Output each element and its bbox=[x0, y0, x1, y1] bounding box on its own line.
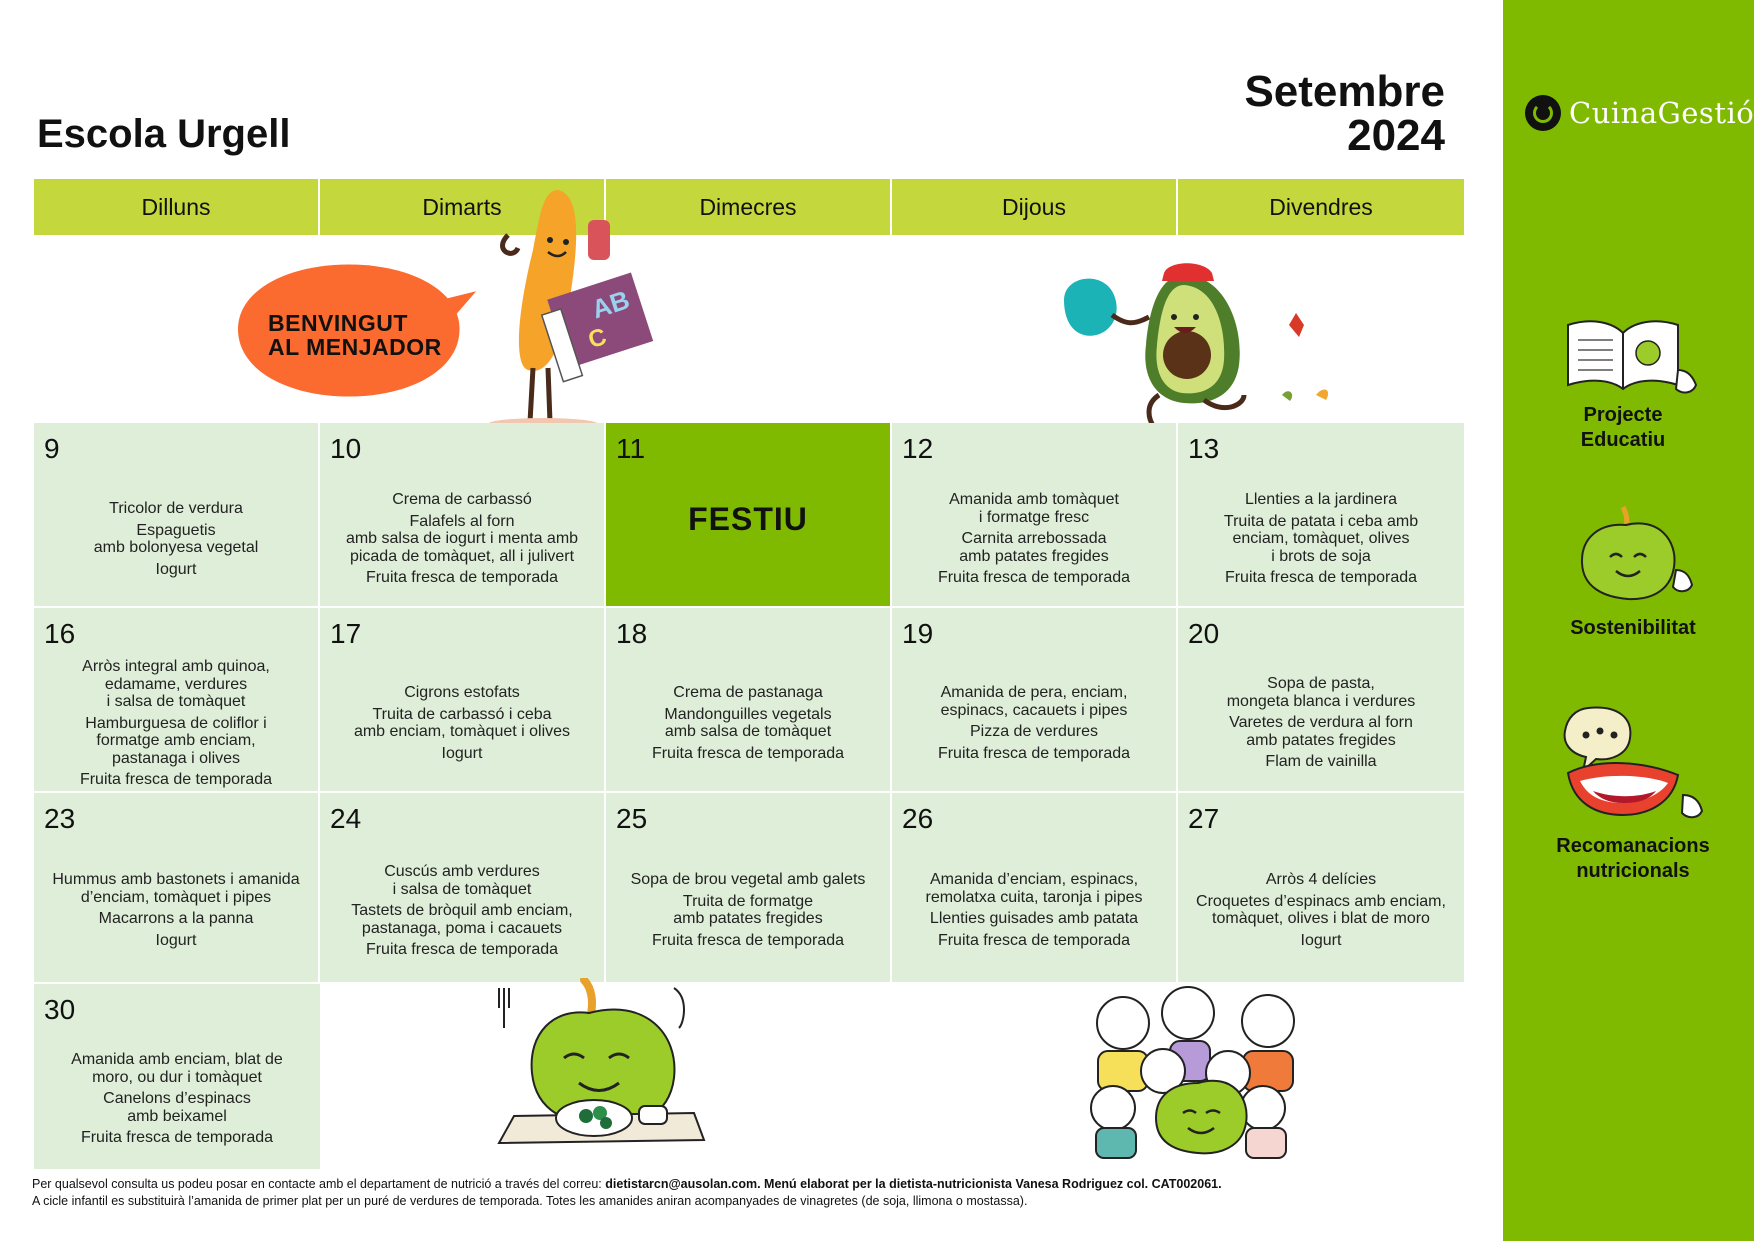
day-cell bbox=[1178, 608, 1464, 791]
welcome-line-2: AL MENJADOR bbox=[268, 334, 442, 360]
day-number: 20 bbox=[1188, 618, 1220, 649]
day-cell bbox=[320, 608, 604, 791]
weekday-header: Dimecres bbox=[606, 179, 890, 235]
day-cell bbox=[34, 984, 320, 1169]
logo-text: CuinaGestió bbox=[1569, 96, 1754, 130]
cuinagestio-logo bbox=[1525, 95, 1754, 131]
dish-second: Varetes de verdura al forn amb patates fregides bbox=[1229, 714, 1413, 749]
day-menu bbox=[896, 491, 1172, 591]
dish-first: Sopa de brou vegetal amb galets bbox=[630, 871, 866, 888]
day-cell bbox=[1178, 793, 1464, 982]
label-line: Educatiu bbox=[1580, 429, 1666, 451]
dish-second: Mandonguilles vegetals amb salsa de tomàquet bbox=[664, 705, 832, 740]
dish-dessert: Fruita fresca de temporada bbox=[79, 771, 273, 788]
footer-infant-note: A cicle infantil es substituirà l’amanida de primer plat per un puré de verdures de temporada. Totes les amanides aniran acompanyades de vinagretes (de soja, llimona o mostassa). bbox=[32, 1194, 1028, 1208]
day-menu bbox=[324, 491, 600, 591]
day-menu bbox=[38, 500, 314, 582]
speech-mouth-icon bbox=[1558, 703, 1708, 828]
dish-first: Cuscús amb verdures i salsa de tomàquet bbox=[384, 863, 540, 898]
footer-dietitian-credit: . Menú elaborat per la dietista-nutricionista Vanesa Rodriguez col. CAT002061. bbox=[757, 1177, 1222, 1191]
sidebar-item-sostenibilitat[interactable] bbox=[1533, 505, 1733, 641]
dish-dessert: Fruita fresca de temporada bbox=[1224, 569, 1418, 586]
dish-first: Hummus amb bastonets i amanida d’enciam, tomàquet i pipes bbox=[52, 871, 300, 906]
dish-second: Canelons d’espinacs amb beixamel bbox=[103, 1090, 251, 1125]
day-menu bbox=[38, 1051, 316, 1151]
day-number: 16 bbox=[44, 618, 76, 649]
sidebar-item-projecte-educatiu[interactable] bbox=[1523, 315, 1723, 453]
label-line: Recomanacions bbox=[1556, 835, 1710, 857]
dish-dessert: Iogurt bbox=[1300, 931, 1342, 949]
label-line: nutricionals bbox=[1576, 860, 1690, 882]
day-number: 11 bbox=[616, 433, 646, 464]
weekday-header-row bbox=[34, 179, 1464, 235]
footer-notes bbox=[32, 1176, 1222, 1210]
logo-mark-icon bbox=[1525, 95, 1561, 131]
day-number: 26 bbox=[902, 803, 934, 834]
open-book-icon bbox=[1548, 315, 1698, 397]
day-number: 13 bbox=[1188, 433, 1220, 464]
weekday-header: Dijous bbox=[892, 179, 1176, 235]
month-name: Setembre bbox=[1244, 67, 1445, 116]
day-number: 9 bbox=[44, 433, 60, 464]
week-row bbox=[34, 608, 1464, 791]
sidebar-item-label bbox=[1523, 403, 1723, 453]
day-cell bbox=[1178, 423, 1464, 606]
dish-second: Carnita arrebossada amb patates fregides bbox=[959, 530, 1109, 565]
dish-dessert: Fruita fresca de temporada bbox=[937, 569, 1131, 586]
footer-contact-text: Per qualsevol consulta us podeu posar en contacte amb el departament de nutrició a través del correu: bbox=[32, 1177, 606, 1191]
dish-second: Croquetes d’espinacs amb enciam, tomàquet, olives i blat de moro bbox=[1196, 892, 1446, 927]
dish-second: Truita de carbassó i ceba amb enciam, tomàquet i olives bbox=[353, 705, 571, 740]
baguette-character-illustration bbox=[488, 190, 658, 430]
week-row bbox=[34, 984, 320, 1169]
dish-dessert: Iogurt bbox=[155, 560, 197, 578]
dish-second: Truita de formatge amb patates fregides bbox=[673, 892, 823, 927]
dish-second: Tastets de bròquil amb enciam, pastanaga, poma i cacauets bbox=[351, 902, 573, 937]
dish-dessert: Fruita fresca de temporada bbox=[365, 569, 559, 586]
dish-dessert: Fruita fresca de temporada bbox=[651, 744, 845, 762]
welcome-banner bbox=[268, 311, 442, 359]
day-number: 25 bbox=[616, 803, 648, 834]
dish-dessert: Flam de vainilla bbox=[1265, 753, 1377, 770]
sidebar-item-label bbox=[1533, 616, 1733, 641]
day-cell bbox=[606, 608, 890, 791]
day-number: 12 bbox=[902, 433, 934, 464]
children-group-illustration bbox=[1078, 983, 1323, 1173]
dish-first: Amanida amb tomàquet i formatge fresc bbox=[949, 491, 1119, 526]
school-name: Escola Urgell bbox=[37, 112, 291, 156]
day-menu bbox=[1182, 675, 1460, 775]
dish-dessert: Iogurt bbox=[441, 744, 483, 762]
sidebar-item-recomanacions-nutricionals[interactable] bbox=[1533, 703, 1733, 884]
dish-first: Amanida amb enciam, blat de moro, ou dur i tomàquet bbox=[71, 1051, 283, 1086]
day-cell bbox=[320, 793, 604, 982]
dish-dessert: Fruita fresca de temporada bbox=[937, 931, 1131, 949]
day-number: 10 bbox=[330, 433, 362, 464]
holiday-label: FESTIU bbox=[688, 501, 808, 537]
label-line: Sostenibilitat bbox=[1570, 617, 1696, 639]
dish-first: Crema de carbassó bbox=[392, 491, 532, 508]
dish-second: Hamburguesa de coliflor i formatge amb enciam, pastanaga i olives bbox=[85, 714, 267, 767]
day-number: 30 bbox=[44, 994, 76, 1025]
month-year-title bbox=[1244, 67, 1445, 160]
dish-second: Pizza de verdures bbox=[969, 723, 1099, 740]
welcome-line-1: BENVINGUT bbox=[268, 310, 408, 336]
footer-contact-line bbox=[32, 1176, 1222, 1193]
dish-first: Crema de pastanaga bbox=[673, 684, 823, 701]
day-menu bbox=[38, 871, 314, 953]
dish-dessert: Fruita fresca de temporada bbox=[937, 744, 1131, 762]
day-number: 27 bbox=[1188, 803, 1220, 834]
day-number: 23 bbox=[44, 803, 76, 834]
day-menu bbox=[610, 871, 886, 953]
day-cell bbox=[892, 423, 1176, 606]
dish-first: Arròs 4 delícies bbox=[1265, 871, 1377, 888]
weekday-header: Dilluns bbox=[34, 179, 318, 235]
day-menu bbox=[896, 684, 1172, 766]
week-row bbox=[34, 793, 1464, 982]
dish-dessert: Fruita fresca de temporada bbox=[651, 931, 845, 949]
svg-text:C: C bbox=[584, 323, 610, 355]
weekday-header: Dimarts bbox=[320, 179, 604, 235]
day-number: 17 bbox=[330, 618, 362, 649]
apple-eating-illustration bbox=[494, 978, 714, 1163]
day-cell bbox=[892, 793, 1176, 982]
day-menu bbox=[324, 684, 600, 766]
day-menu bbox=[896, 871, 1172, 953]
day-cell bbox=[34, 793, 318, 982]
dish-first: Arròs integral amb quinoa, edamame, verdures i salsa de tomàquet bbox=[82, 658, 270, 710]
dish-first: Sopa de pasta, mongeta blanca i verdures bbox=[1226, 675, 1416, 710]
dish-first: Cigrons estofats bbox=[404, 684, 520, 701]
day-menu bbox=[324, 863, 600, 963]
svg-text:AB: AB bbox=[588, 284, 634, 325]
dish-first: Amanida d’enciam, espinacs, remolatxa cuita, taronja i pipes bbox=[925, 871, 1143, 906]
day-cell bbox=[34, 608, 318, 791]
brand-sidebar bbox=[1503, 0, 1754, 1241]
holiday-cell bbox=[606, 423, 890, 606]
dish-second: Truita de patata i ceba amb enciam, tomàquet, olives i brots de soja bbox=[1223, 512, 1419, 565]
dish-second: Llenties guisades amb patata bbox=[929, 910, 1139, 927]
day-cell bbox=[34, 423, 318, 606]
day-cell bbox=[892, 608, 1176, 791]
dish-first: Amanida de pera, enciam, espinacs, cacauets i pipes bbox=[940, 684, 1128, 719]
dish-dessert: Fruita fresca de temporada bbox=[365, 941, 559, 958]
year: 2024 bbox=[1347, 111, 1445, 160]
week-row bbox=[34, 423, 1464, 606]
menu-calendar bbox=[34, 179, 1464, 235]
dish-dessert: Fruita fresca de temporada bbox=[80, 1129, 274, 1146]
dish-dessert: Iogurt bbox=[155, 931, 197, 949]
day-number: 24 bbox=[330, 803, 362, 834]
apple-character-icon bbox=[1568, 505, 1698, 610]
dish-first: Llenties a la jardinera bbox=[1244, 491, 1398, 508]
dish-second: Espaguetis amb bolonyesa vegetal bbox=[93, 521, 259, 556]
day-menu bbox=[38, 658, 314, 793]
day-menu bbox=[1182, 491, 1460, 591]
day-menu bbox=[1182, 871, 1460, 953]
label-line: Projecte bbox=[1583, 404, 1663, 426]
footer-email-link[interactable]: dietistarcn@ausolan.com bbox=[605, 1177, 758, 1191]
day-cell bbox=[606, 793, 890, 982]
day-menu bbox=[610, 684, 886, 766]
avocado-character-illustration bbox=[1054, 255, 1334, 430]
dish-second: Macarrons a la panna bbox=[98, 910, 254, 927]
dish-first: Tricolor de verdura bbox=[109, 500, 243, 517]
weekday-header: Divendres bbox=[1178, 179, 1464, 235]
sidebar-item-label bbox=[1533, 834, 1733, 884]
day-cell bbox=[320, 423, 604, 606]
dish-second: Falafels al forn amb salsa de iogurt i menta amb picada de tomàquet, all i julivert bbox=[345, 512, 579, 565]
day-number: 19 bbox=[902, 618, 934, 649]
day-number: 18 bbox=[616, 618, 648, 649]
